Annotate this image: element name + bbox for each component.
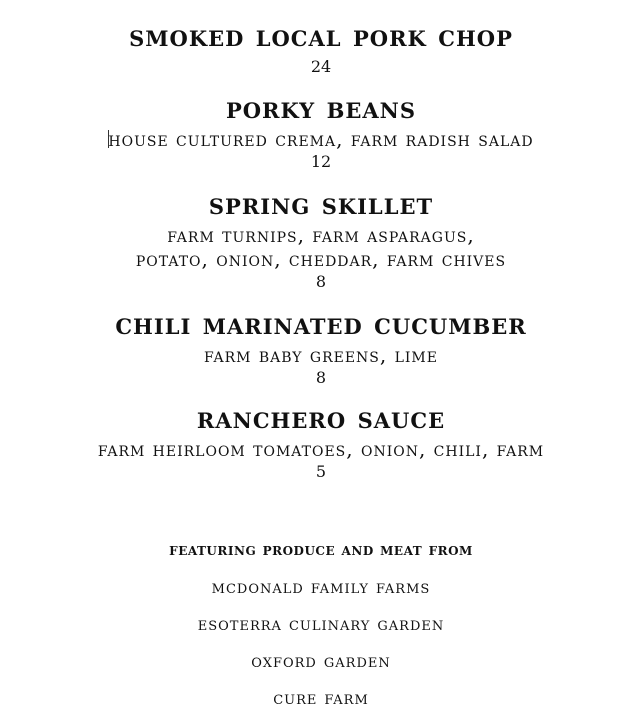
menu-item-name: ranchero sauce: [196, 401, 446, 436]
menu-item-name: chili marinated cucumber: [115, 307, 527, 342]
featuring-section: [0, 540, 642, 709]
source-farm: oxford garden: [251, 650, 391, 672]
menu-item: [0, 307, 642, 389]
source-farm: mcdonald family farms: [211, 576, 431, 598]
menu-item: [0, 91, 642, 173]
source-farm: cure farm: [273, 687, 369, 709]
featuring-heading: featuring produce and meat from: [169, 540, 473, 560]
menu-item-price: 8: [315, 368, 327, 387]
menu-item-name: porky beans: [225, 91, 417, 126]
menu-item-price: 24: [310, 57, 332, 76]
menu-item-price: 12: [310, 152, 332, 171]
menu-item: [0, 187, 642, 293]
menu-item-description-line: potato, onion, cheddar, farm chives: [135, 247, 507, 271]
menu-item-description-line: house cultured crema, farm radish salad: [108, 127, 534, 151]
menu-item-description-line: farm turnips, farm asparagus,: [167, 223, 475, 247]
menu-item-name: spring skillet: [208, 187, 434, 222]
source-farm: esoterra culinary garden: [197, 613, 445, 635]
menu-item-description[interactable]: [0, 127, 642, 151]
menu-item-description-line: farm heirloom tomatoes, onion, chili, farm: [97, 437, 545, 461]
menu-item-name: smoked local pork chop: [129, 19, 513, 54]
menu-item-description-line: farm baby greens, lime: [204, 343, 438, 367]
menu-item-price: 8: [315, 272, 327, 291]
menu-item-price: 5: [315, 462, 327, 481]
menu-item: [0, 401, 642, 483]
menu-item: [0, 19, 642, 78]
